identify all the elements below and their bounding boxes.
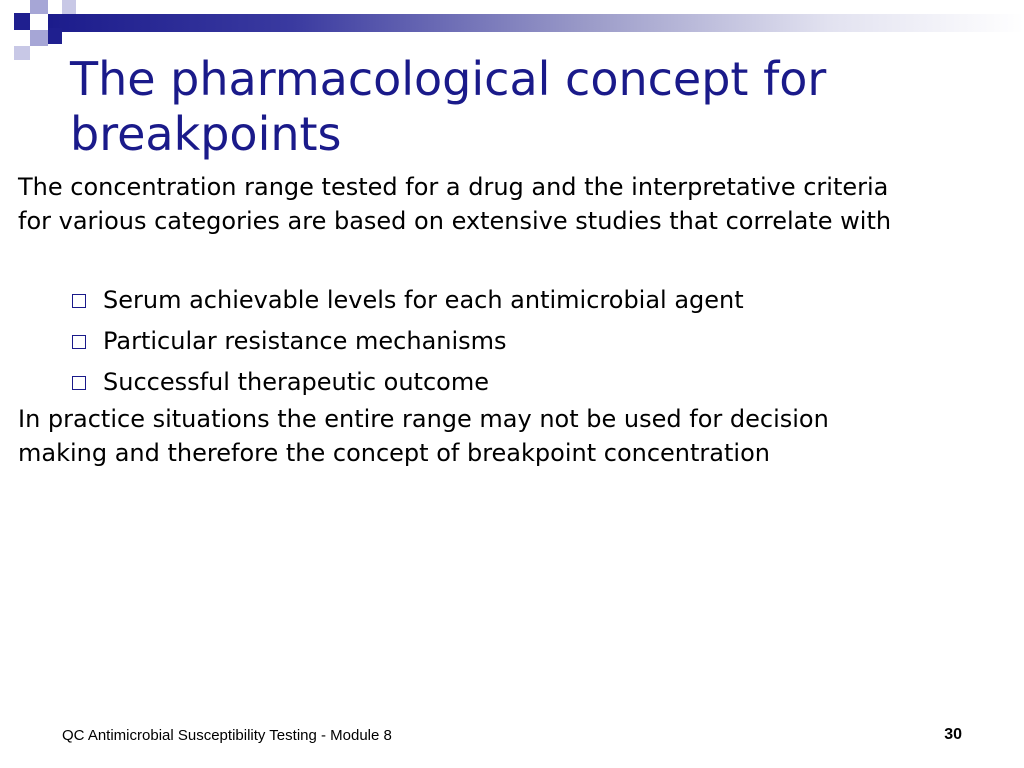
list-item <box>72 361 744 402</box>
decor-square <box>30 0 48 14</box>
intro-paragraph: The concentration range tested for a drug and the interpretative criteria for various categories are based on extensive studies that correlate with <box>18 173 892 235</box>
decor-square <box>14 46 30 60</box>
square-bullet-icon <box>72 294 86 308</box>
bullet-list <box>72 279 744 402</box>
list-item <box>72 279 744 320</box>
page-number: 30 <box>944 726 962 743</box>
list-item-text: Particular resistance mechanisms <box>103 326 507 355</box>
decor-square <box>14 13 30 30</box>
list-item <box>72 320 744 361</box>
decor-square <box>62 0 76 14</box>
footer-module-label: QC Antimicrobial Susceptibility Testing - Module 8 <box>62 727 392 744</box>
square-bullet-icon <box>72 376 86 390</box>
decor-square <box>48 28 62 44</box>
header-gradient-band <box>48 14 1024 32</box>
list-item-text: Successful therapeutic outcome <box>103 367 489 396</box>
closing-paragraph: In practice situations the entire range may not be used for decision making and therefore the concept of breakpoint concentration <box>18 405 829 467</box>
list-item-text: Serum achievable levels for each antimicrobial agent <box>103 285 744 314</box>
decor-square <box>30 30 48 46</box>
square-bullet-icon <box>72 335 86 349</box>
slide-title: The pharmacological concept for breakpoints <box>70 52 827 161</box>
